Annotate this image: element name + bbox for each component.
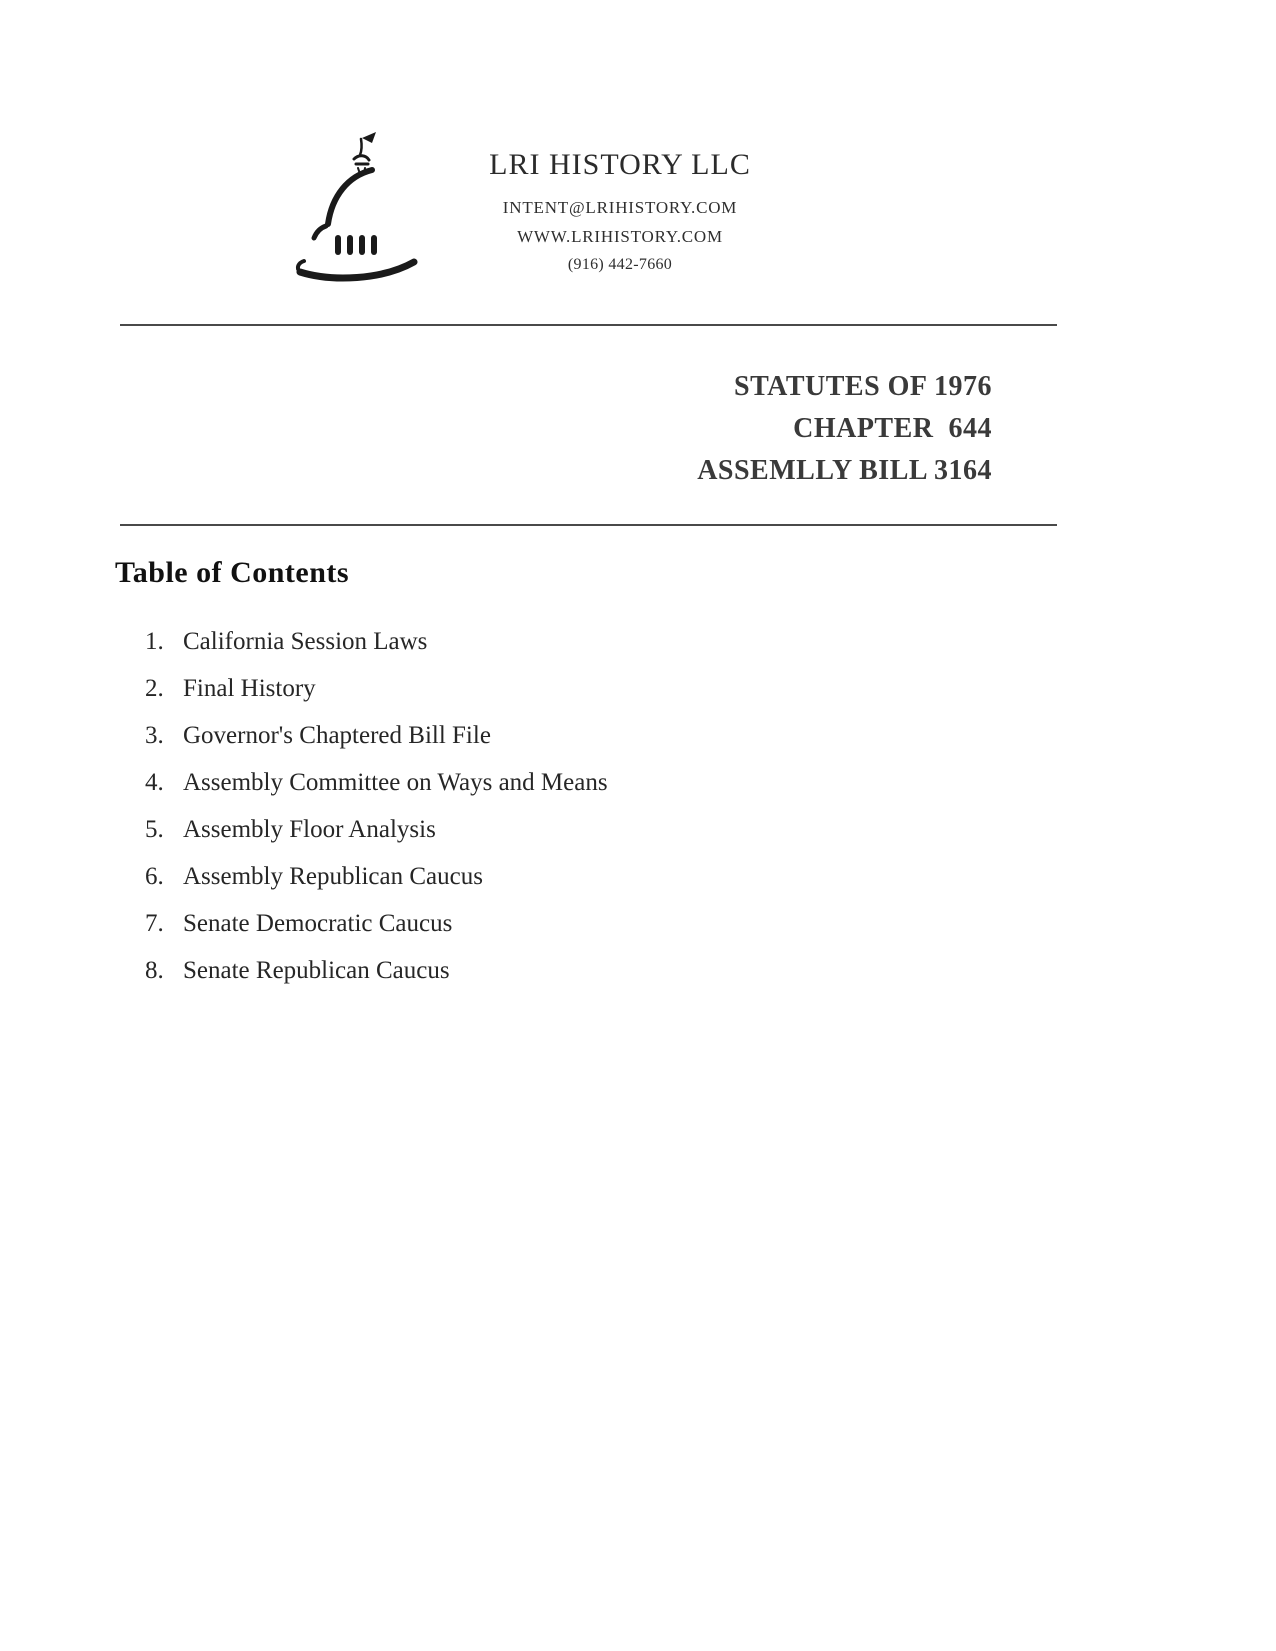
toc-list [115,628,1015,985]
email-text: INTENT@LRIHISTORY.COM [502,198,738,217]
toc-item-label: Final History [183,675,316,702]
letterhead-contact [470,126,770,274]
phone-text: (916) 442-7660 [567,256,673,273]
company-name: LRI HISTORY LLC [489,148,751,181]
toc-item-label: California Session Laws [183,628,428,655]
capitol-dome-icon [292,126,432,284]
divider-bottom [120,524,1057,526]
assembly-bill-line: ASSEMLLY BILL 3164 [697,455,992,486]
toc-item-label: Assembly Floor Analysis [183,816,436,843]
toc-item [115,628,1015,656]
website-text: WWW.LRIHISTORY.COM [517,227,723,246]
toc-heading: Table of Contents [115,556,350,589]
toc-item [115,769,1015,797]
toc-item-number: 6. [145,863,164,890]
toc-item [115,675,1015,703]
letterhead [292,126,770,284]
statutes-year-line: STATUTES OF 1976 [734,371,992,402]
toc-item-label: Assembly Committee on Ways and Means [183,769,608,796]
chapter-line: CHAPTER 644 [793,413,992,444]
statute-title-block [120,366,992,492]
toc-item-label: Senate Democratic Caucus [183,910,453,937]
toc-item-number: 4. [145,769,164,796]
toc-item-number: 1. [145,628,164,655]
toc-item-number: 7. [145,910,164,937]
toc-item [115,910,1015,938]
toc-item-number: 3. [145,722,164,749]
toc-item [115,722,1015,750]
divider-top [120,324,1057,326]
toc-item-number: 2. [145,675,164,702]
toc-item-label: Senate Republican Caucus [183,957,450,984]
toc-item-number: 5. [145,816,164,843]
toc-item-label: Assembly Republican Caucus [183,863,483,890]
toc-item-label: Governor's Chaptered Bill File [183,722,491,749]
toc-item-number: 8. [145,957,164,984]
toc-item [115,957,1015,985]
toc-item [115,816,1015,844]
toc-item [115,863,1015,891]
table-of-contents [115,556,1015,1004]
